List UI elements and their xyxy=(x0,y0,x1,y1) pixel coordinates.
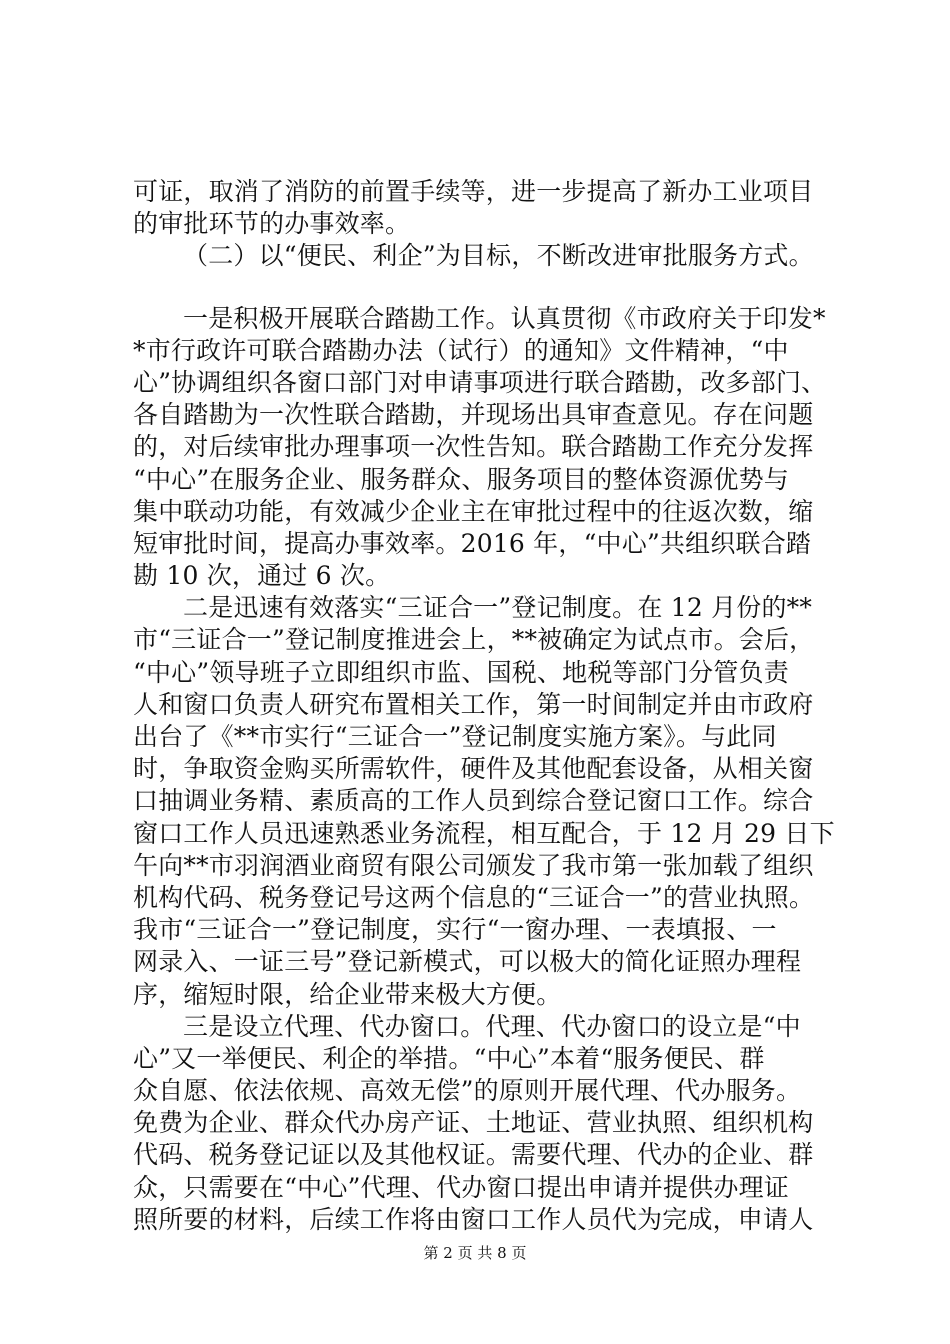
text-line: 集中联动功能，有效减少企业主在审批过程中的往返次数，缩 xyxy=(133,496,814,526)
paragraph-first-line: 二是迅速有效落实“三证合一”登记制度。在 12 月份的** xyxy=(183,593,813,623)
text-line: 网录入、一证三号”登记新模式，可以极大的简化证照办理程 xyxy=(133,947,802,977)
text-line: 可证，取消了消防的前置手续等，进一步提高了新办工业项目 xyxy=(133,177,814,206)
text-line: 众自愿、依法依规、高效无偿”的原则开展代理、代办服务。 xyxy=(133,1076,802,1106)
text-line: 众，只需要在“中心”代理、代办窗口提出申请并提供办理证 xyxy=(133,1172,789,1202)
document-body xyxy=(133,176,833,1236)
paragraph-gap xyxy=(133,273,833,303)
text-line: 机构代码、税务登记号这两个信息的“三证合一”的营业执照。 xyxy=(133,882,815,912)
text-line: 市“三证合一”登记制度推进会上，**被确定为试点市。会后， xyxy=(133,625,815,655)
text-line: *市行政许可联合踏勘办法（试行）的通知》文件精神，“中 xyxy=(133,335,789,365)
paragraph-first-line: 三是设立代理、代办窗口。代理、代办窗口的设立是“中 xyxy=(183,1011,801,1041)
text-line: 窗口工作人员迅速熟悉业务流程，相互配合，于 12 月 29 日下 xyxy=(133,818,835,848)
text-line: 各自踏勘为一次性联合踏勘，并现场出具审查意见。存在问题 xyxy=(133,400,814,430)
text-line: 口抽调业务精、素质高的工作人员到综合登记窗口工作。综合 xyxy=(133,786,814,816)
text-line: 心”协调组织各窗口部门对申请事项进行联合踏勘，改多部门、 xyxy=(133,367,827,397)
text-line: 午向**市羽润酒业商贸有限公司颁发了我市第一张加载了组织 xyxy=(133,850,814,880)
text-line: 勘 10 次，通过 6 次。 xyxy=(133,561,391,591)
text-line: 的，对后续审批办理事项一次性告知。联合踏勘工作充分发挥 xyxy=(133,432,814,462)
text-line: 我市“三证合一”登记制度，实行“一窗办理、一表填报、一 xyxy=(133,915,777,945)
text-line: “中心”领导班子立即组织市监、国税、地税等部门分管负责 xyxy=(133,657,789,687)
text-line: 代码、税务登记证以及其他权证。需要代理、代办的企业、群 xyxy=(133,1140,814,1170)
text-line: 免费为企业、群众代办房产证、土地证、营业执照、组织机构 xyxy=(133,1108,814,1138)
text-line: 的审批环节的办事效率。 xyxy=(133,209,411,239)
text-line: 心”又一举便民、利企的举措。“中心”本着“服务便民、群 xyxy=(133,1043,765,1073)
text-line: 时，争取资金购买所需软件，硬件及其他配套设备，从相关窗 xyxy=(133,754,814,784)
text-line: 照所要的材料，后续工作将由窗口工作人员代为完成，申请人 xyxy=(133,1204,814,1234)
page-number: 第 2 页 共 8 页 xyxy=(423,1244,527,1262)
text-line: 人和窗口负责人研究布置相关工作，第一时间制定并由市政府 xyxy=(133,689,814,719)
text-line: 序，缩短时限，给企业带来极大方便。 xyxy=(133,979,562,1009)
text-line: 出台了《**市实行“三证合一”登记制度实施方案》。与此同 xyxy=(133,722,777,751)
paragraph-first-line: 一是积极开展联合踏勘工作。认真贯彻《市政府关于印发* xyxy=(183,303,826,333)
text-line: 短审批时间，提高办事效率。2016 年，“中心”共组织联合踏 xyxy=(133,528,812,558)
section-heading: （二）以“便民、利企”为目标，不断改进审批服务方式。 xyxy=(183,241,814,271)
text-line: “中心”在服务企业、服务群众、服务项目的整体资源优势与 xyxy=(133,464,789,494)
